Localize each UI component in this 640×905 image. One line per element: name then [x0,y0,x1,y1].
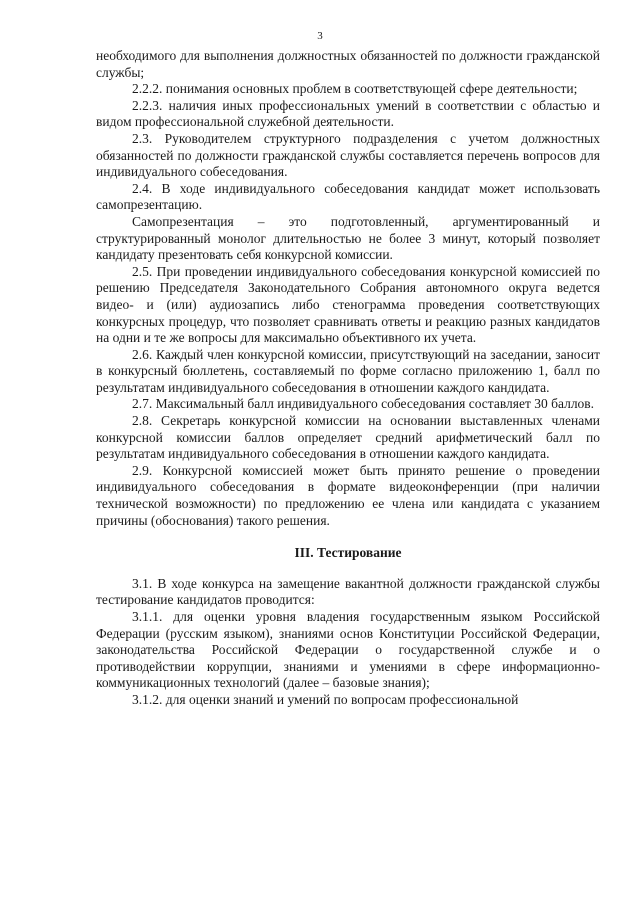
paragraph-3-1-1: 3.1.1. для оценки уровня владения государственным языком Российской Федерации (русским языком), знаниями основ Конституции Российской Федерации, законодательства Российской Федерации о государственной службе и о противодействии коррупции, знаниями и умениями в сфере информационно-коммуникационных технологий (далее – базовые знания); [96,609,600,691]
paragraph-2-5: 2.5. При проведении индивидуального собеседования конкурсной комиссией по решению Председателя Законодательного Собрания автономного округа ведется видео- и (или) аудиозапись либо стенограмма проведения соответствующих конкурсных процедур, что позволяет сравнивать ответы и реакцию разных кандидатов на одни и те же вопросы для максимально объективного их учета. [96,263,600,346]
paragraph-3-1: 3.1. В ходе конкурса на замещение вакантной должности гражданской службы тестирование кандидатов проводится: [96,575,600,608]
paragraph-2-7: 2.7. Максимальный балл индивидуального собеседования составляет 30 баллов. [132,396,595,412]
section-heading: III. Тестирование [294,545,402,561]
page-number: 3 [317,30,323,42]
document-body [96,48,600,709]
paragraph-continuation: необходимого для выполнения должностных обязанностей по должности гражданской службы; [96,48,600,80]
paragraph-2-8: 2.8. Секретарь конкурсной комиссии на основании выставленных членами конкурсной комиссии баллов определяет средний арифметический балл по результатам индивидуального собеседования в отношении каждого кандидата. [96,413,600,462]
paragraph-2-2-3: 2.2.3. наличия иных профессиональных умений в соответствии с областью и видом профессиональной служебной деятельности. [96,97,600,130]
paragraph-2-4: 2.4. В ходе индивидуального собеседования кандидат может использовать самопрезентацию. [96,180,600,213]
paragraph-self-presentation: Самопрезентация – это подготовленный, аргументированный и структурированный монолог длительностью не более 3 минут, который позволяет кандидату презентовать себя конкурсной комиссии. [96,213,600,263]
paragraph-3-1-2: 3.1.2. для оценки знаний и умений по вопросам профессиональной [132,691,519,707]
paragraph-2-6: 2.6. Каждый член конкурсной комиссии, присутствующий на заседании, заносит в конкурсный бюллетень, составляемый по форме согласно приложению 1, балл по результатам индивидуального собеседования в отношении каждого кандидата. [96,346,600,395]
paragraph-2-3: 2.3. Руководителем структурного подразделения с учетом должностных обязанностей по должности гражданской службы составляется перечень вопросов для индивидуального собеседования. [96,130,600,180]
paragraph-2-9: 2.9. Конкурсной комиссией может быть принято решение о проведении индивидуального собеседования в формате видеоконференции (при наличии технической возможности) по предложению ее члена или кандидата с указанием причины (обоснования) такого решения. [96,462,600,528]
paragraph-2-2-2: 2.2.2. понимания основных проблем в соответствующей сфере деятельности; [132,81,578,97]
